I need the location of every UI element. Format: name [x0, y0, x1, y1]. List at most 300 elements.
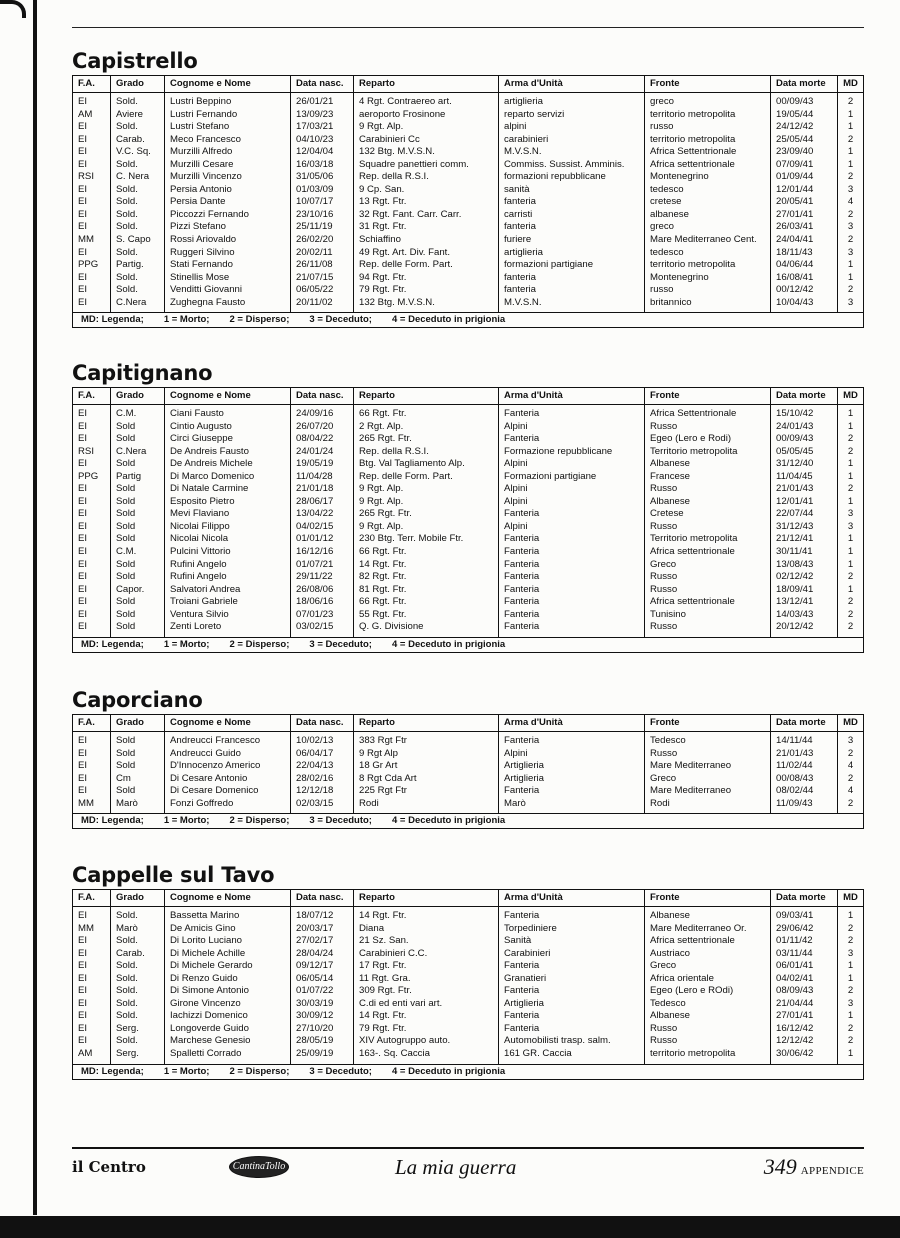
cell-fa: EI [73, 408, 111, 421]
cell-grado: Carab. [111, 134, 165, 147]
cell-fa: EI [73, 483, 111, 496]
column-rule [165, 634, 291, 637]
cell-data-nasc: 31/05/06 [291, 171, 354, 184]
cell-data-morte: 03/11/44 [771, 948, 838, 961]
table-row [73, 496, 863, 509]
cell-fronte: Montenegrino [645, 171, 771, 184]
cell-arma-unita: artiglieria [499, 96, 645, 109]
header-col-fronte: Fronte [645, 715, 771, 731]
table-row [73, 923, 863, 936]
column-rule [111, 634, 165, 637]
section-cappelle-sul-tavo [72, 861, 864, 1080]
header-col-reparto: Reparto [354, 715, 499, 731]
cell-fronte: greco [645, 221, 771, 234]
column-rule [354, 1061, 499, 1064]
cell-md: 1 [847, 259, 854, 271]
cell-data-morte: 15/10/42 [771, 408, 838, 421]
cell-data-morte: 08/09/43 [771, 985, 838, 998]
cell-data-morte: 00/09/43 [771, 433, 838, 446]
table-row [73, 196, 863, 209]
cell-arma-unita: carristi [499, 209, 645, 222]
cell-grado: Sold. [111, 121, 165, 134]
cell-fa: RSI [73, 446, 111, 459]
header-col-cognome-nome: Cognome e Nome [165, 890, 291, 906]
cell-arma-unita: Artiglieria [499, 760, 645, 773]
cell-reparto: 11 Rgt. Gra. [354, 973, 499, 986]
cell-data-morte: 21/01/43 [771, 748, 838, 761]
cell-fa: EI [73, 421, 111, 434]
cell-cognome-nome: D'Innocenzo Americo [165, 760, 291, 773]
table-body-padding [73, 309, 863, 312]
cell-fa: EI [73, 596, 111, 609]
column-rule [73, 810, 111, 813]
cell-data-nasc: 24/01/24 [291, 446, 354, 459]
cell-fa: EI [73, 960, 111, 973]
cell-arma-unita: Alpini [499, 748, 645, 761]
cell-data-morte: 07/09/41 [771, 159, 838, 172]
cell-arma-unita: Alpini [499, 421, 645, 434]
cell-data-morte: 19/05/44 [771, 109, 838, 122]
cell-fronte: Russo [645, 748, 771, 761]
cell-data-nasc: 20/11/02 [291, 297, 354, 310]
cell-data-nasc: 01/07/22 [291, 985, 354, 998]
cell-cognome-nome: Iachizzi Domenico [165, 1010, 291, 1023]
column-rule [645, 634, 771, 637]
cell-cognome-nome: Meco Francesco [165, 134, 291, 147]
header-col-reparto: Reparto [354, 388, 499, 404]
cell-fa: AM [73, 109, 111, 122]
cell-data-nasc: 26/08/06 [291, 584, 354, 597]
cell-data-morte: 14/03/43 [771, 609, 838, 622]
cell-data-nasc: 02/03/15 [291, 798, 354, 811]
cell-arma-unita: Artiglieria [499, 998, 645, 1011]
cell-grado: Sold. [111, 1035, 165, 1048]
cell-fronte: Greco [645, 773, 771, 786]
cell-cognome-nome: Di Michele Achille [165, 948, 291, 961]
cell-reparto: 18 Gr Art [354, 760, 499, 773]
cell-md: 2 [847, 133, 854, 145]
table-row [73, 1023, 863, 1036]
cell-md: 1 [847, 408, 854, 419]
cell-grado: Carab. [111, 948, 165, 961]
cell-md: 3 [847, 296, 854, 308]
cell-arma-unita: Sanità [499, 935, 645, 948]
cell-fa: EI [73, 985, 111, 998]
column-rule [73, 309, 111, 312]
cell-fa: EI [73, 546, 111, 559]
legend-item: 4 = Deceduto in prigionia [391, 1065, 506, 1077]
cell-grado: Serg. [111, 1023, 165, 1036]
cell-grado: Sold [111, 559, 165, 572]
section-capistrello [72, 47, 864, 328]
cell-md: 1 [847, 1010, 854, 1022]
table-row [73, 159, 863, 172]
column-rule [771, 309, 838, 312]
cell-data-morte: 18/09/41 [771, 584, 838, 597]
cell-grado: Sold [111, 433, 165, 446]
table-row [73, 109, 863, 122]
cell-reparto: 132 Btg. M.V.S.N. [354, 146, 499, 159]
cell-md: 2 [847, 284, 854, 296]
cell-reparto: 94 Rgt. Ftr. [354, 272, 499, 285]
cell-reparto: 21 Sz. San. [354, 935, 499, 948]
column-rule [838, 810, 863, 813]
cell-fa: EI [73, 910, 111, 923]
cell-arma-unita: Formazione repubblicane [499, 446, 645, 459]
cell-fronte: Albanese [645, 910, 771, 923]
cell-md: 1 [847, 495, 854, 507]
cell-data-nasc: 21/07/15 [291, 272, 354, 285]
section-capitignano [72, 359, 864, 653]
cell-cognome-nome: Di Cesare Domenico [165, 785, 291, 798]
header-col-md: MD [843, 390, 858, 401]
cell-cognome-nome: Marchese Genesio [165, 1035, 291, 1048]
cell-data-morte: 30/06/42 [771, 1048, 838, 1061]
cell-data-nasc: 06/05/22 [291, 284, 354, 297]
cell-data-morte: 01/11/42 [771, 935, 838, 948]
cell-data-nasc: 28/06/17 [291, 496, 354, 509]
legend-item: 2 = Disperso; [229, 815, 290, 827]
table-row [73, 748, 863, 761]
cell-reparto: Squadre panettieri comm. [354, 159, 499, 172]
table-row [73, 1048, 863, 1061]
cell-reparto: 66 Rgt. Ftr. [354, 408, 499, 421]
cell-arma-unita: artiglieria [499, 247, 645, 260]
cell-fronte: Mare Mediterraneo Or. [645, 923, 771, 936]
column-rule [645, 1061, 771, 1064]
cell-arma-unita: Alpini [499, 496, 645, 509]
legend-item: 2 = Disperso; [229, 638, 290, 650]
legend-row [73, 312, 863, 327]
cell-fa: EI [73, 773, 111, 786]
cell-arma-unita: fanteria [499, 284, 645, 297]
cell-fa: EI [73, 96, 111, 109]
table-header-row [73, 715, 863, 732]
cell-reparto: 14 Rgt. Ftr. [354, 1010, 499, 1023]
cell-data-nasc: 27/02/17 [291, 935, 354, 948]
cell-data-nasc: 23/10/16 [291, 209, 354, 222]
cell-reparto: Diana [354, 923, 499, 936]
cell-arma-unita: Fanteria [499, 559, 645, 572]
cell-md: 3 [847, 735, 854, 746]
cell-data-morte: 02/12/42 [771, 571, 838, 584]
legend-row [73, 637, 863, 652]
cell-data-nasc: 18/06/16 [291, 596, 354, 609]
cell-data-nasc: 20/02/11 [291, 247, 354, 260]
cell-arma-unita: fanteria [499, 221, 645, 234]
cell-fa: PPG [73, 259, 111, 272]
cell-grado: Sold [111, 508, 165, 521]
cell-arma-unita: Fanteria [499, 433, 645, 446]
cell-grado: C.Nera [111, 297, 165, 310]
cell-reparto: 49 Rgt. Art. Div. Fant. [354, 247, 499, 260]
legend-item: 3 = Deceduto; [309, 638, 372, 650]
header-col-data-morte: Data morte [771, 715, 838, 731]
cell-data-nasc: 27/10/20 [291, 1023, 354, 1036]
cell-arma-unita: Fanteria [499, 546, 645, 559]
cell-data-morte: 20/05/41 [771, 196, 838, 209]
cell-arma-unita: Fanteria [499, 596, 645, 609]
cell-fa: EI [73, 621, 111, 634]
cell-data-nasc: 11/04/28 [291, 471, 354, 484]
cell-fa: EI [73, 121, 111, 134]
cell-data-morte: 12/01/41 [771, 496, 838, 509]
cell-arma-unita: Automobilisti trasp. salm. [499, 1035, 645, 1048]
cell-md: 2 [847, 608, 854, 620]
cell-fronte: Egeo (Lero e Rodi) [645, 433, 771, 446]
header-col-arma-unita: Arma d'Unità [499, 715, 645, 731]
cell-arma-unita: Fanteria [499, 1023, 645, 1036]
cell-fronte: territorio metropolita [645, 1048, 771, 1061]
table-row [73, 985, 863, 998]
cell-grado: Sold. [111, 998, 165, 1011]
cell-data-nasc: 13/04/22 [291, 508, 354, 521]
cell-md: 2 [847, 483, 854, 495]
cell-arma-unita: Fanteria [499, 571, 645, 584]
cell-data-nasc: 20/03/17 [291, 923, 354, 936]
table-row [73, 408, 863, 421]
cell-cognome-nome: Murzilli Alfredo [165, 146, 291, 159]
cell-reparto: 4 Rgt. Contraereo art. [354, 96, 499, 109]
cell-reparto: 230 Btg. Terr. Mobile Ftr. [354, 533, 499, 546]
cell-data-nasc: 30/09/12 [291, 1010, 354, 1023]
cell-fronte: Africa Settentrionale [645, 146, 771, 159]
cell-fronte: Russo [645, 421, 771, 434]
cell-arma-unita: fanteria [499, 272, 645, 285]
cell-fronte: Mare Mediterraneo Cent. [645, 234, 771, 247]
legend-item: 3 = Deceduto; [309, 815, 372, 827]
cell-data-nasc: 16/03/18 [291, 159, 354, 172]
table-row [73, 446, 863, 459]
header-col-md: MD [843, 717, 858, 728]
cell-fa: EI [73, 533, 111, 546]
table-row [73, 297, 863, 310]
cell-arma-unita: Fanteria [499, 785, 645, 798]
header-col-fa: F.A. [73, 76, 111, 92]
header-col-md: MD [843, 78, 858, 89]
cell-reparto: 55 Rgt. Ftr. [354, 609, 499, 622]
cell-data-morte: 11/09/43 [771, 798, 838, 811]
header-col-md: MD [843, 892, 858, 903]
cell-cognome-nome: Di Marco Domenico [165, 471, 291, 484]
cell-fa: EI [73, 1010, 111, 1023]
casualty-table [72, 714, 864, 829]
table-header-row [73, 890, 863, 907]
header-col-data-nasc: Data nasc. [291, 76, 354, 92]
cell-cognome-nome: Rufini Angelo [165, 571, 291, 584]
cell-cognome-nome: Ventura Silvio [165, 609, 291, 622]
cell-reparto: 32 Rgt. Fant. Carr. Carr. [354, 209, 499, 222]
cell-md: 1 [847, 271, 854, 283]
legend-item: 1 = Morto; [163, 314, 210, 326]
cell-grado: Sold. [111, 221, 165, 234]
cell-reparto: 17 Rgt. Ftr. [354, 960, 499, 973]
cell-md: 2 [847, 445, 854, 457]
cell-reparto: 79 Rgt. Ftr. [354, 1023, 499, 1036]
cell-cognome-nome: Rossi Ariovaldo [165, 234, 291, 247]
cell-reparto: 9 Cp. San. [354, 184, 499, 197]
cell-reparto: 9 Rgt Alp [354, 748, 499, 761]
sponsor-logo-text: CantinaTollo [232, 1161, 286, 1172]
cell-fa: EI [73, 184, 111, 197]
column-rule [165, 1061, 291, 1064]
cell-grado: Sold [111, 483, 165, 496]
cell-fa: EI [73, 584, 111, 597]
cell-fa: EI [73, 284, 111, 297]
cell-reparto: 9 Rgt. Alp. [354, 121, 499, 134]
cell-fa: EI [73, 571, 111, 584]
cell-reparto: 9 Rgt. Alp. [354, 521, 499, 534]
cell-fronte: Africa settentrionale [645, 159, 771, 172]
cell-fronte: Russo [645, 1023, 771, 1036]
footer-rule [72, 1147, 864, 1149]
column-rule [499, 309, 645, 312]
cell-arma-unita: Marò [499, 798, 645, 811]
cell-reparto: 163-. Sq. Caccia [354, 1048, 499, 1061]
column-rule [499, 810, 645, 813]
cell-data-nasc: 28/05/19 [291, 1035, 354, 1048]
cell-arma-unita: Fanteria [499, 408, 645, 421]
header-col-fronte: Fronte [645, 388, 771, 404]
cell-cognome-nome: Troiani Gabriele [165, 596, 291, 609]
header-col-arma-unita: Arma d'Unità [499, 76, 645, 92]
cell-reparto: 81 Rgt. Ftr. [354, 584, 499, 597]
cell-md: 2 [847, 797, 854, 809]
table-row [73, 584, 863, 597]
cell-md: 1 [847, 121, 854, 133]
cell-data-morte: 21/12/41 [771, 533, 838, 546]
cell-md: 2 [847, 234, 854, 246]
table-row [73, 609, 863, 622]
cell-data-morte: 00/09/43 [771, 96, 838, 109]
section-caporciano [72, 686, 864, 829]
cell-fronte: cretese [645, 196, 771, 209]
table-row [73, 458, 863, 471]
cell-reparto: 79 Rgt. Ftr. [354, 284, 499, 297]
cell-md: 2 [847, 596, 854, 608]
cell-data-morte: 13/08/43 [771, 559, 838, 572]
cell-data-morte: 27/01/41 [771, 209, 838, 222]
cell-data-morte: 24/12/42 [771, 121, 838, 134]
cell-arma-unita: Fanteria [499, 621, 645, 634]
cell-fa: EI [73, 496, 111, 509]
legend-item: 4 = Deceduto in prigionia [391, 815, 506, 827]
cell-data-morte: 21/04/44 [771, 998, 838, 1011]
page-binding-curl [0, 0, 26, 18]
cell-fronte: Russo [645, 1035, 771, 1048]
legend-item: 1 = Morto; [163, 1065, 210, 1077]
legend-item: 2 = Disperso; [229, 314, 290, 326]
cell-grado: Aviere [111, 109, 165, 122]
column-rule [838, 309, 863, 312]
table-body [73, 907, 863, 1064]
cell-data-nasc: 26/07/20 [291, 421, 354, 434]
cell-data-nasc: 28/02/16 [291, 773, 354, 786]
cell-grado: Sold [111, 521, 165, 534]
cell-arma-unita: Alpini [499, 483, 645, 496]
cell-data-morte: 31/12/40 [771, 458, 838, 471]
cell-cognome-nome: Longoverde Guido [165, 1023, 291, 1036]
cell-md: 2 [847, 1035, 854, 1047]
table-row [73, 471, 863, 484]
cell-cognome-nome: Bassetta Marino [165, 910, 291, 923]
table-row [73, 998, 863, 1011]
table-body [73, 93, 863, 312]
cell-reparto: Btg. Val Tagliamento Alp. [354, 458, 499, 471]
cell-arma-unita: formazioni partigiane [499, 259, 645, 272]
cell-data-morte: 12/12/42 [771, 1035, 838, 1048]
cell-md: 3 [847, 508, 854, 520]
cell-fa: EI [73, 247, 111, 260]
table-row [73, 421, 863, 434]
header-col-cognome-nome: Cognome e Nome [165, 76, 291, 92]
cell-reparto: 265 Rgt. Ftr. [354, 433, 499, 446]
legend-item: 3 = Deceduto; [309, 1065, 372, 1077]
cell-cognome-nome: De Andreis Fausto [165, 446, 291, 459]
cell-md: 4 [847, 196, 854, 208]
table-row [73, 1010, 863, 1023]
cell-fa: MM [73, 923, 111, 936]
header-col-grado: Grado [111, 715, 165, 731]
header-col-cognome-nome: Cognome e Nome [165, 388, 291, 404]
cell-grado: Sold. [111, 96, 165, 109]
cell-data-nasc: 04/10/23 [291, 134, 354, 147]
cell-grado: C. Nera [111, 171, 165, 184]
cell-data-morte: 00/12/42 [771, 284, 838, 297]
table-row [73, 221, 863, 234]
cell-fa: AM [73, 1048, 111, 1061]
cell-data-nasc: 10/07/17 [291, 196, 354, 209]
cell-cognome-nome: Ciani Fausto [165, 408, 291, 421]
cell-data-nasc: 01/01/12 [291, 533, 354, 546]
column-rule [354, 309, 499, 312]
casualty-table [72, 889, 864, 1080]
table-row [73, 134, 863, 147]
cell-data-nasc: 25/11/19 [291, 221, 354, 234]
cell-data-morte: 22/07/44 [771, 508, 838, 521]
cell-fronte: Greco [645, 559, 771, 572]
cell-fronte: Territorio metropolita [645, 446, 771, 459]
cell-cognome-nome: Di Cesare Antonio [165, 773, 291, 786]
cell-md: 1 [847, 146, 854, 158]
legend-item: 4 = Deceduto in prigionia [391, 638, 506, 650]
column-rule [771, 1061, 838, 1064]
cell-arma-unita: reparto servizi [499, 109, 645, 122]
cell-fronte: tedesco [645, 184, 771, 197]
table-row [73, 546, 863, 559]
column-rule [645, 309, 771, 312]
cell-data-nasc: 18/07/12 [291, 910, 354, 923]
column-rule [499, 634, 645, 637]
table-row [73, 259, 863, 272]
cell-fa: EI [73, 508, 111, 521]
cell-data-morte: 12/01/44 [771, 184, 838, 197]
cell-cognome-nome: Lustri Fernando [165, 109, 291, 122]
table-row [73, 433, 863, 446]
cell-data-nasc: 22/04/13 [291, 760, 354, 773]
section-title: Capistrello [72, 49, 198, 73]
cell-reparto: 8 Rgt Cda Art [354, 773, 499, 786]
cell-md: 2 [847, 1022, 854, 1034]
cell-grado: Sold. [111, 159, 165, 172]
cell-reparto: 14 Rgt. Ftr. [354, 559, 499, 572]
legend-item: 4 = Deceduto in prigionia [391, 314, 506, 326]
cell-cognome-nome: De Amicis Gino [165, 923, 291, 936]
cell-md: 2 [847, 922, 854, 934]
table-row [73, 272, 863, 285]
cell-reparto: Rep. della R.S.I. [354, 171, 499, 184]
header-col-data-morte: Data morte [771, 890, 838, 906]
